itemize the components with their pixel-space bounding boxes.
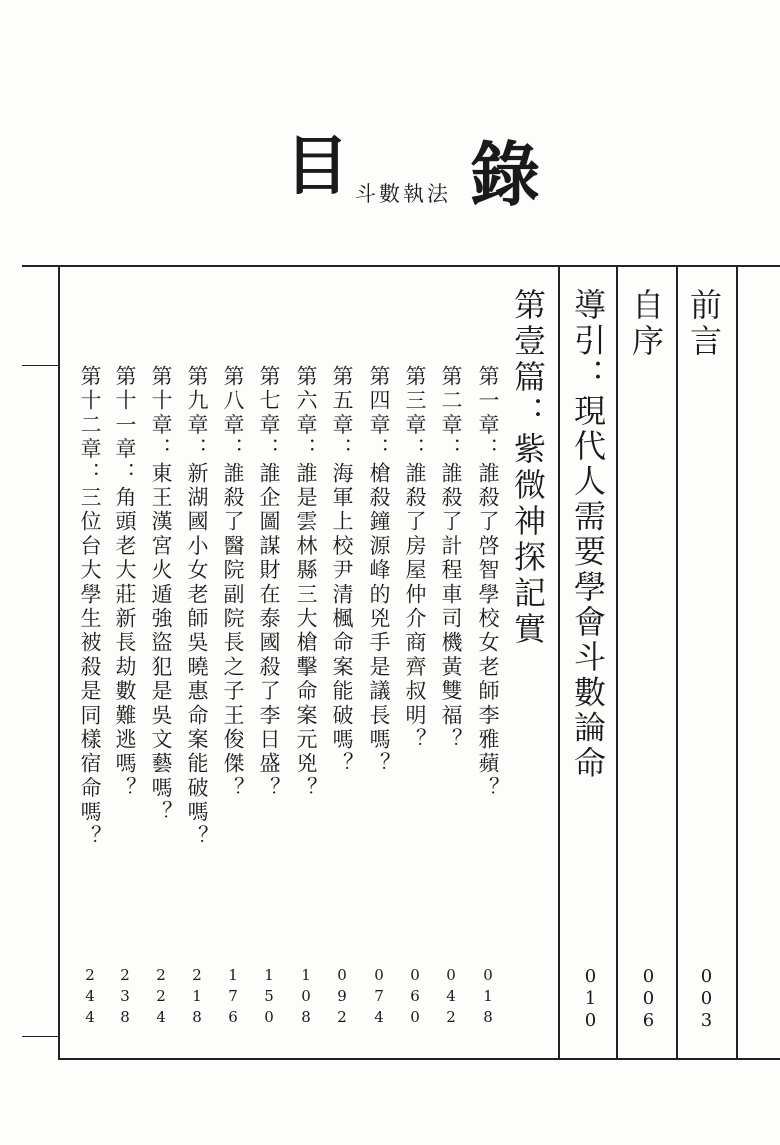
- margin-mark-lower: [22, 1036, 60, 1037]
- toc-entry-preface[interactable]: 前言: [685, 288, 723, 360]
- toc-page-author-preface: 006: [638, 966, 659, 1032]
- toc-page-chapter-11: 238: [116, 966, 134, 1029]
- toc-entry-chapter-4[interactable]: 第四章：槍殺鐘源峰的兇手是議長嗎？: [367, 365, 391, 777]
- toc-page-preface: 003: [696, 966, 717, 1032]
- frame-divider-4: [736, 265, 738, 1060]
- frame-top-rule: [22, 265, 780, 267]
- toc-page-chapter-5: 092: [333, 966, 351, 1029]
- toc-page-chapter-10: 224: [152, 966, 170, 1029]
- frame-divider-2: [616, 265, 618, 1060]
- toc-entry-chapter-5[interactable]: 第五章：海軍上校尹清楓命案能破嗎？: [330, 365, 354, 777]
- toc-page-chapter-4: 074: [370, 966, 388, 1029]
- toc-page-chapter-6: 108: [297, 966, 315, 1029]
- frame-bottom-rule: [58, 1058, 780, 1060]
- toc-entry-chapter-10[interactable]: 第十章：東王漢宮火遁強盜犯是吳文藝嗎？: [149, 365, 173, 825]
- toc-entry-chapter-6[interactable]: 第六章：誰是雲林縣三大槍擊命案元兇？: [294, 365, 318, 801]
- book-title: 斗數執法: [355, 182, 451, 206]
- toc-page-chapter-9: 218: [188, 966, 206, 1029]
- toc-part-heading[interactable]: 第壹篇：紫微神探記實: [509, 288, 547, 648]
- toc-page-chapter-3: 060: [406, 966, 424, 1029]
- toc-entry-chapter-1[interactable]: 第一章：誰殺了啓智學校女老師李雅蘋？: [476, 365, 500, 801]
- toc-entry-chapter-2[interactable]: 第二章：誰殺了計程車司機黃雙福？: [439, 365, 463, 753]
- toc-page-chapter-12: 244: [81, 966, 99, 1029]
- toc-page-chapter-8: 176: [224, 966, 242, 1029]
- toc-page-chapter-2: 042: [442, 966, 460, 1029]
- toc-page-chapter-7: 150: [260, 966, 278, 1029]
- frame-divider-1: [558, 265, 560, 1060]
- frame-divider-3: [676, 265, 678, 1060]
- toc-entry-author-preface[interactable]: 自序: [627, 288, 665, 360]
- toc-page-introduction: 010: [580, 966, 601, 1032]
- toc-entry-chapter-8[interactable]: 第八章：誰殺了醫院副院長之子王俊傑？: [221, 365, 245, 801]
- toc-entry-chapter-11[interactable]: 第十一章：角頭老大莊新長劫數難逃嗎？: [113, 365, 137, 801]
- toc-entry-chapter-9[interactable]: 第九章：新湖國小女老師吳曉惠命案能破嗎？: [185, 365, 209, 849]
- margin-mark-upper: [22, 365, 60, 366]
- toc-entry-chapter-7[interactable]: 第七章：誰企圖謀財在泰國殺了李日盛？: [257, 365, 281, 801]
- toc-entry-introduction[interactable]: 導引：現代人需要學會斗數論命: [569, 288, 607, 781]
- page-title-char-2: 錄: [470, 133, 540, 216]
- toc-entry-chapter-12[interactable]: 第十二章：三位台大學生被殺是同樣宿命嗎？: [78, 365, 102, 849]
- toc-entry-chapter-3[interactable]: 第三章：誰殺了房屋仲介商齊叔明？: [403, 365, 427, 753]
- page-title-char-1: 目: [285, 129, 349, 204]
- frame-left-rule: [58, 265, 60, 1060]
- toc-page-chapter-1: 018: [479, 966, 497, 1029]
